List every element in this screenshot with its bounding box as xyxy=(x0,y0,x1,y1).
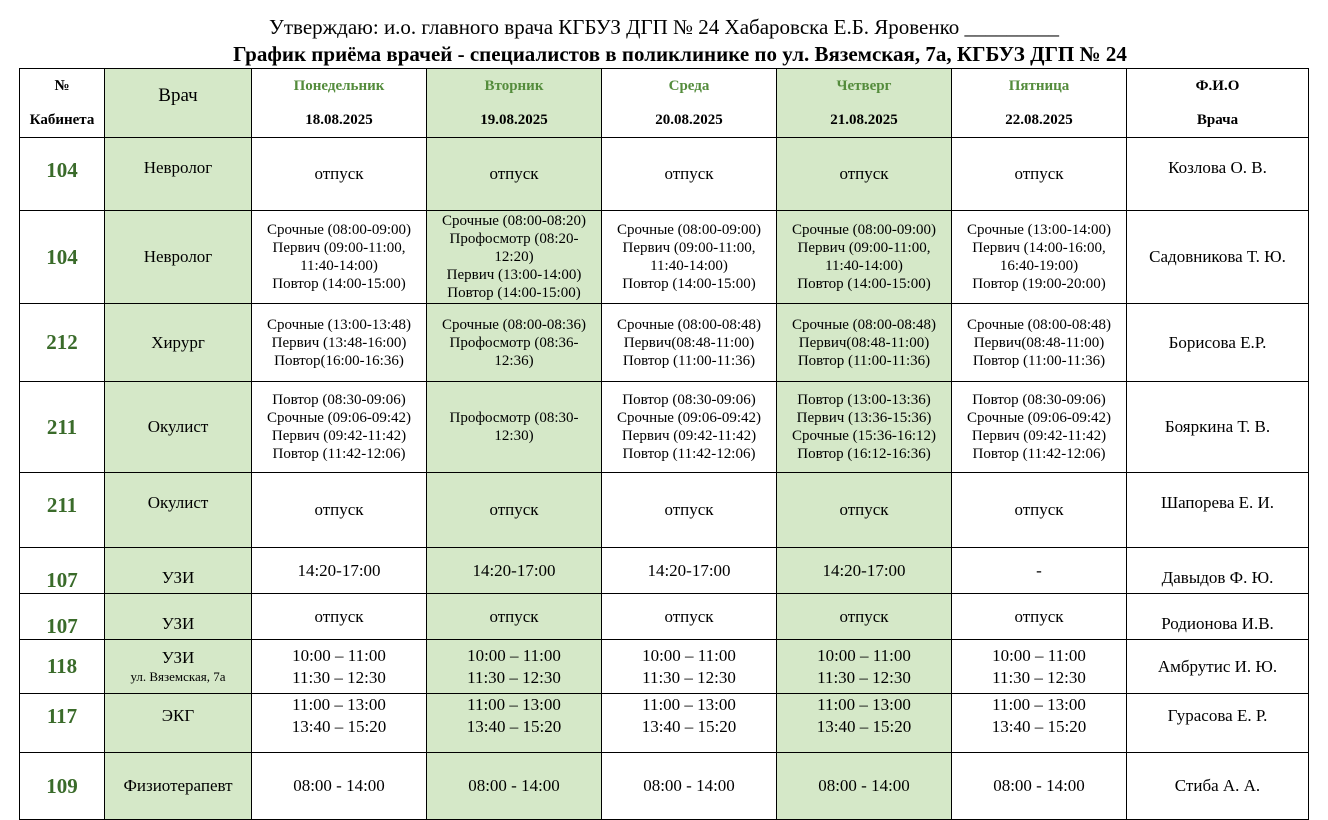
schedule-cell: Повтор (08:30-09:06) Срочные (09:06-09:42) Первич (09:42-11:42) Повтор (11:42-12:06) xyxy=(252,382,427,473)
name-column-header: Ф.И.О Врача xyxy=(1127,69,1309,138)
room-number: 211 xyxy=(20,473,105,548)
room-number: 117 xyxy=(20,694,105,753)
schedule-cell: отпуск xyxy=(952,594,1127,640)
schedule-cell: 11:00 – 13:00 13:40 – 15:20 xyxy=(252,694,427,753)
schedule-cell: отпуск xyxy=(952,473,1127,548)
table-row xyxy=(20,473,1309,548)
specialty-label: Окулист xyxy=(147,417,209,436)
specialty xyxy=(105,304,252,382)
specialty xyxy=(105,594,252,640)
schedule-cell: 10:00 – 11:00 11:30 – 12:30 xyxy=(777,640,952,694)
schedule-cell: Срочные (08:00-08:48) Первич(08:48-11:00) Повтор (11:00-11:36) xyxy=(602,304,777,382)
specialty-label: УЗИ xyxy=(161,648,195,667)
specialty xyxy=(105,473,252,548)
table-row xyxy=(20,211,1309,304)
schedule-cell: 11:00 – 13:00 13:40 – 15:20 xyxy=(952,694,1127,753)
table-row xyxy=(20,548,1309,594)
schedule-cell: Срочные (08:00-08:48) Первич(08:48-11:00) Повтор (11:00-11:36) xyxy=(952,304,1127,382)
page-title: График приёма врачей - специалистов в поликлинике по ул. Вяземская, 7а, КГБУЗ ДГП № 24 xyxy=(233,42,1127,66)
table-row xyxy=(20,694,1309,753)
room-number: 104 xyxy=(20,211,105,304)
doctor-name: Шапорева Е. И. xyxy=(1127,473,1309,548)
schedule-cell: отпуск xyxy=(252,473,427,548)
room-number: 104 xyxy=(20,138,105,211)
schedule-cell: Срочные (13:00-14:00) Первич (14:00-16:00, 16:40-19:00) Повтор (19:00-20:00) xyxy=(952,211,1127,304)
specialty-label: Невролог xyxy=(143,247,213,266)
schedule-cell: 10:00 – 11:00 11:30 – 12:30 xyxy=(602,640,777,694)
schedule-cell: 14:20-17:00 xyxy=(252,548,427,594)
specialty-label: Хирург xyxy=(151,332,205,352)
doctor-name: Родионова И.В. xyxy=(1127,594,1309,640)
schedule-table xyxy=(19,68,1309,820)
schedule-cell: отпуск xyxy=(252,594,427,640)
specialty-address: ул. Вяземская, 7а xyxy=(130,669,226,684)
table-row xyxy=(20,753,1309,820)
table-row xyxy=(20,640,1309,694)
doctor-name: Давыдов Ф. Ю. xyxy=(1127,548,1309,594)
schedule-cell: отпуск xyxy=(427,594,602,640)
specialty-label: Невролог xyxy=(143,158,213,177)
schedule-cell: отпуск xyxy=(602,138,777,211)
schedule-cell: отпуск xyxy=(952,138,1127,211)
room-number: 107 xyxy=(20,548,105,594)
day-header-friday: Пятница 22.08.2025 xyxy=(952,69,1127,138)
room-number: 118 xyxy=(20,640,105,694)
schedule-cell: Срочные (08:00-09:00) Первич (09:00-11:00, 11:40-14:00) Повтор (14:00-15:00) xyxy=(777,211,952,304)
specialty xyxy=(105,640,252,694)
specialty-label: ЭКГ xyxy=(161,706,195,725)
schedule-cell: отпуск xyxy=(777,473,952,548)
table-row xyxy=(20,594,1309,640)
specialty-label: УЗИ xyxy=(161,614,195,633)
schedule-cell: Срочные (08:00-09:00) Первич (09:00-11:00, 11:40-14:00) Повтор (14:00-15:00) xyxy=(602,211,777,304)
schedule-cell: Повтор (08:30-09:06) Срочные (09:06-09:42) Первич (09:42-11:42) Повтор (11:42-12:06) xyxy=(602,382,777,473)
schedule-cell: 08:00 - 14:00 xyxy=(952,753,1127,820)
schedule-cell: Срочные (08:00-09:00) Первич (09:00-11:00, 11:40-14:00) Повтор (14:00-15:00) xyxy=(252,211,427,304)
doctor-name: Бояркина Т. В. xyxy=(1127,382,1309,473)
schedule-cell: 08:00 - 14:00 xyxy=(777,753,952,820)
doctor-name: Амбрутис И. Ю. xyxy=(1127,640,1309,694)
room-column-header: № Кабинета xyxy=(20,69,105,138)
specialty xyxy=(105,211,252,304)
doctor-name: Борисова Е.Р. xyxy=(1127,304,1309,382)
schedule-cell: отпуск xyxy=(427,138,602,211)
table-row xyxy=(20,304,1309,382)
specialty-label: Окулист xyxy=(147,493,209,512)
schedule-cell: Повтор (08:30-09:06) Срочные (09:06-09:42) Первич (09:42-11:42) Повтор (11:42-12:06) xyxy=(952,382,1127,473)
schedule-cell: 14:20-17:00 xyxy=(602,548,777,594)
specialty xyxy=(105,382,252,473)
room-number: 109 xyxy=(20,753,105,820)
approval-line: Утверждаю: и.о. главного врача КГБУЗ ДГП № 24 Хабаровска Е.Б. Яровенко _________ xyxy=(269,15,1059,39)
doctor-name: Козлова О. В. xyxy=(1127,138,1309,211)
table-row xyxy=(20,382,1309,473)
schedule-cell: - xyxy=(952,548,1127,594)
specialty xyxy=(105,138,252,211)
schedule-cell: Срочные (13:00-13:48) Первич (13:48-16:00) Повтор(16:00-16:36) xyxy=(252,304,427,382)
specialty-label: Физиотерапевт xyxy=(123,776,233,795)
schedule-cell: 11:00 – 13:00 13:40 – 15:20 xyxy=(777,694,952,753)
room-number: 211 xyxy=(20,382,105,473)
table-row xyxy=(20,138,1309,211)
specialty xyxy=(105,694,252,753)
schedule-cell: отпуск xyxy=(602,473,777,548)
schedule-cell: 14:20-17:00 xyxy=(427,548,602,594)
schedule-cell: 08:00 - 14:00 xyxy=(602,753,777,820)
specialty xyxy=(105,548,252,594)
schedule-cell: Срочные (08:00-08:48) Первич(08:48-11:00) Повтор (11:00-11:36) xyxy=(777,304,952,382)
schedule-cell: отпуск xyxy=(602,594,777,640)
specialty xyxy=(105,753,252,820)
schedule-cell: 10:00 – 11:00 11:30 – 12:30 xyxy=(952,640,1127,694)
schedule-cell: 11:00 – 13:00 13:40 – 15:20 xyxy=(427,694,602,753)
day-header-tuesday: Вторник 19.08.2025 xyxy=(427,69,602,138)
room-number: 107 xyxy=(20,594,105,640)
specialty-label: УЗИ xyxy=(161,568,195,587)
room-number: 212 xyxy=(20,304,105,382)
schedule-cell: 11:00 – 13:00 13:40 – 15:20 xyxy=(602,694,777,753)
doctor-name: Стиба А. А. xyxy=(1127,753,1309,820)
doctor-name: Гурасова Е. Р. xyxy=(1127,694,1309,753)
doctor-column-header: Врач xyxy=(105,69,252,138)
day-header-wednesday: Среда 20.08.2025 xyxy=(602,69,777,138)
doctor-name: Садовникова Т. Ю. xyxy=(1127,211,1309,304)
schedule-cell: 10:00 – 11:00 11:30 – 12:30 xyxy=(427,640,602,694)
schedule-cell: Профосмотр (08:30- 12:30) xyxy=(427,382,602,473)
schedule-cell: отпуск xyxy=(777,138,952,211)
day-header-thursday: Четверг 21.08.2025 xyxy=(777,69,952,138)
schedule-cell: 14:20-17:00 xyxy=(777,548,952,594)
schedule-cell: отпуск xyxy=(252,138,427,211)
schedule-cell: 08:00 - 14:00 xyxy=(252,753,427,820)
schedule-cell: Повтор (13:00-13:36) Первич (13:36-15:36) Срочные (15:36-16:12) Повтор (16:12-16:36) xyxy=(777,382,952,473)
day-header-monday: Понедельник 18.08.2025 xyxy=(252,69,427,138)
schedule-cell: Срочные (08:00-08:20) Профосмотр (08:20- 12:20) Первич (13:00-14:00) Повтор (14:00-15:00) xyxy=(427,211,602,304)
table-header-row xyxy=(20,69,1309,138)
schedule-cell: отпуск xyxy=(427,473,602,548)
schedule-cell: Срочные (08:00-08:36) Профосмотр (08:36- 12:36) xyxy=(427,304,602,382)
schedule-cell: 10:00 – 11:00 11:30 – 12:30 xyxy=(252,640,427,694)
schedule-cell: отпуск xyxy=(777,594,952,640)
schedule-rows xyxy=(20,138,1309,820)
schedule-cell: 08:00 - 14:00 xyxy=(427,753,602,820)
